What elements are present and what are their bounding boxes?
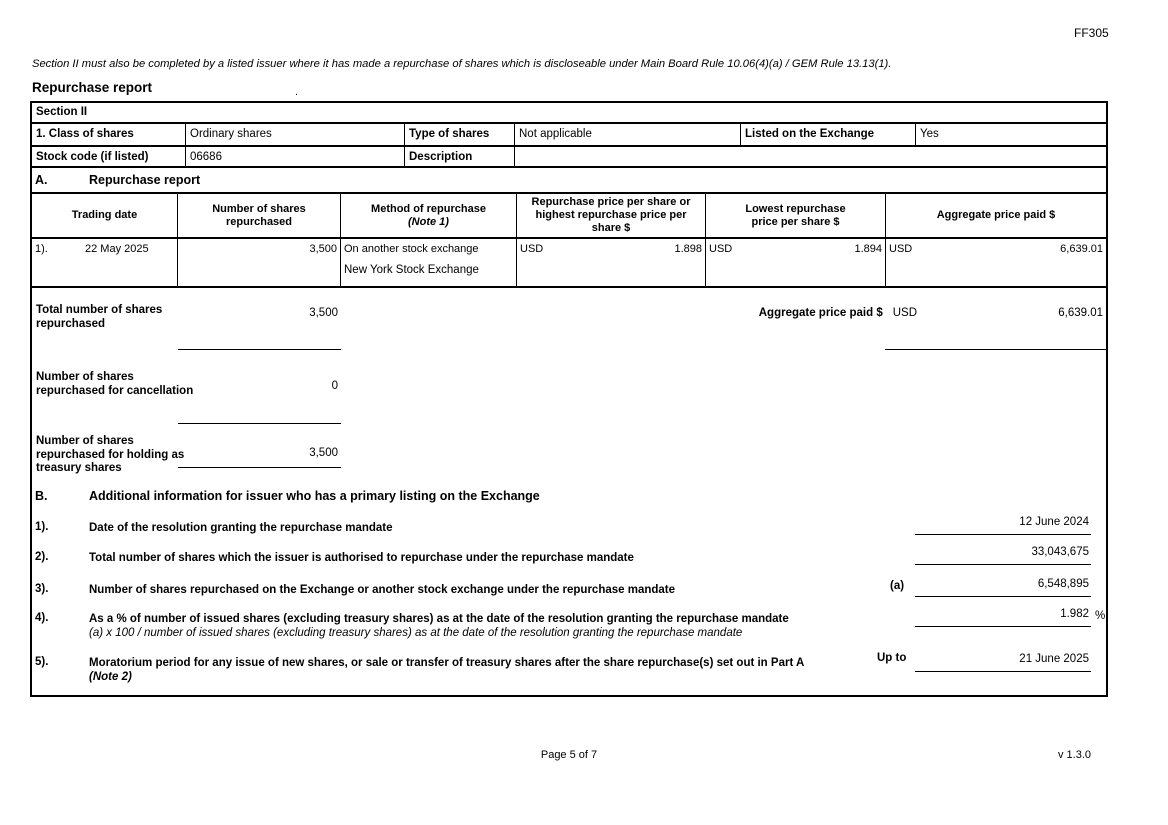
part-b-item-4-underline (915, 626, 1091, 627)
form-version: v 1.3.0 (1058, 749, 1092, 761)
part-b-item-2-num: 2). (35, 551, 49, 563)
part-a-heading: Repurchase report (89, 173, 201, 187)
row-index: 1). (35, 243, 48, 255)
form-code: FF305 (1074, 26, 1109, 40)
part-a-letter: A. (35, 173, 48, 187)
part-b-item-5-underline (915, 671, 1091, 672)
part-b-item-1-value: 12 June 2024 (1019, 516, 1089, 528)
cancellation-shares-value: 0 (331, 380, 338, 392)
repurchase-form-table (30, 101, 1108, 697)
aggregate-total-value: 6,639.01 (1058, 307, 1103, 319)
doc-title: Repurchase report (32, 80, 153, 95)
col-method-note: (Note 1) (408, 215, 449, 228)
class-of-shares-row (32, 124, 1106, 147)
description-label: Description (405, 147, 515, 166)
type-of-shares-value: Not applicable (515, 124, 741, 145)
method-detail-value: New York Stock Exchange (344, 264, 479, 276)
cancellation-shares-label: Number of shares repurchased for cancellation (36, 371, 194, 397)
treasury-shares-underline (178, 467, 341, 468)
col-trading-date: Trading date (32, 194, 178, 237)
total-shares-value: 3,500 (309, 307, 338, 319)
class-of-shares-value: Ordinary shares (186, 124, 405, 145)
part-b-item-1-underline (915, 534, 1091, 535)
stock-code-label: Stock code (if listed) (32, 147, 186, 166)
class-of-shares-label: 1. Class of shares (32, 124, 186, 145)
listed-on-exchange-value: Yes (920, 128, 939, 140)
part-b-item-3-marker: (a) (890, 580, 905, 592)
cell-high-price (517, 239, 706, 286)
part-b-item-5-label: Moratorium period for any issue of new shares, or sale or transfer of treasury shares after the share repurchase(s) set out in Part A (89, 657, 805, 669)
col-aggregate-paid: Aggregate price paid $ (936, 209, 1056, 221)
col-shares-repurchased: Number of shares repurchased (178, 194, 341, 237)
part-b-item-3-num: 3). (35, 583, 49, 595)
part-b-heading: Additional information for issuer who has a primary listing on the Exchange (89, 489, 540, 503)
aggregate-total-row (759, 307, 1103, 319)
listed-on-exchange-label: Listed on the Exchange (741, 124, 916, 145)
high-currency: USD (520, 243, 544, 255)
part-b-item-1-num: 1). (35, 521, 49, 533)
cell-method (341, 239, 517, 286)
type-of-shares-label: Type of shares (405, 124, 515, 145)
part-a-heading-row (32, 168, 1106, 194)
part-b-item-2-underline (915, 564, 1091, 565)
part-b-item-3-label: Number of shares repurchased on the Exchange or another stock exchange under the repurchase mandate (89, 584, 676, 596)
part-b-item-3-underline (915, 596, 1091, 597)
aggregate-total-underline (885, 349, 1106, 350)
page-number: Page 5 of 7 (540, 749, 598, 761)
col-method: Method of repurchase (Note 1) (341, 194, 517, 237)
stock-code-row (32, 147, 1106, 168)
part-b-item-4-unit: % (1095, 610, 1106, 622)
cell-aggregate-paid (886, 239, 1106, 286)
part-b-item-4-label: As a % of number of issued shares (excluding treasury shares) as at the date of the resolution granting the repurchase mandate (89, 613, 789, 625)
treasury-shares-label: Number of shares repurchased for holding as treasury shares (36, 435, 185, 474)
part-b-item-4-formula-note: (a) x 100 / number of issued shares (excluding treasury shares) as at the date of the resolution granting the repurchase mandate (89, 627, 743, 639)
stock-code-value: 06686 (186, 147, 405, 166)
part-b-item-4-value: 1.982 (1060, 608, 1089, 620)
cancellation-shares-underline (178, 423, 341, 424)
part-b-item-5-prefix: Up to (877, 652, 907, 664)
trading-date-value: 22 May 2025 (85, 243, 149, 255)
description-value (515, 147, 1106, 166)
treasury-shares-value: 3,500 (309, 447, 338, 459)
part-b-item-1-label: Date of the resolution granting the repurchase mandate (89, 522, 393, 534)
total-shares-underline (178, 349, 341, 350)
table-row (32, 239, 1106, 288)
part-b-item-4-num: 4). (35, 612, 49, 624)
cell-shares-repurchased: 3,500 (178, 239, 341, 286)
aggregate-currency: USD (889, 243, 913, 255)
cell-trading-date (32, 239, 178, 286)
aggregate-total-label: Aggregate price paid $ (758, 307, 883, 319)
stray-mark: . (295, 86, 299, 98)
section-ii-header: Section II (32, 103, 1106, 124)
col-low-price: Lowest repurchase price per share $ (706, 194, 886, 237)
aggregate-total-currency: USD (892, 307, 917, 319)
method-value: On another stock exchange (344, 243, 479, 255)
low-currency: USD (709, 243, 733, 255)
part-b-item-5-num: 5). (35, 656, 49, 668)
part-a-column-headers (32, 194, 1106, 239)
intro-note: Section II must also be completed by a listed issuer where it has made a repurchase of shares which is discloseable under Main Board Rule 10.06(4)(a) / GEM Rule 13.13(1). (32, 58, 892, 70)
col-high-price: Repurchase price per share or highest repurchase price per share $ (517, 194, 706, 237)
total-shares-label: Total number of shares repurchased (36, 304, 163, 330)
part-b-item-2-value: 33,043,675 (1031, 546, 1089, 558)
high-price-value: 1.898 (674, 243, 702, 255)
part-b-item-2-label: Total number of shares which the issuer is authorised to repurchase under the repurchase mandate (89, 552, 634, 564)
part-b-item-5-note: (Note 2) (89, 671, 132, 683)
cell-low-price (706, 239, 886, 286)
aggregate-paid-value: 6,639.01 (1060, 243, 1103, 255)
part-b-item-3-value: 6,548,895 (1037, 578, 1089, 590)
part-b-letter: B. (35, 489, 48, 503)
low-price-value: 1.894 (854, 243, 882, 255)
part-b-item-5-value: 21 June 2025 (1019, 653, 1089, 665)
totals-and-part-b (32, 288, 1106, 695)
